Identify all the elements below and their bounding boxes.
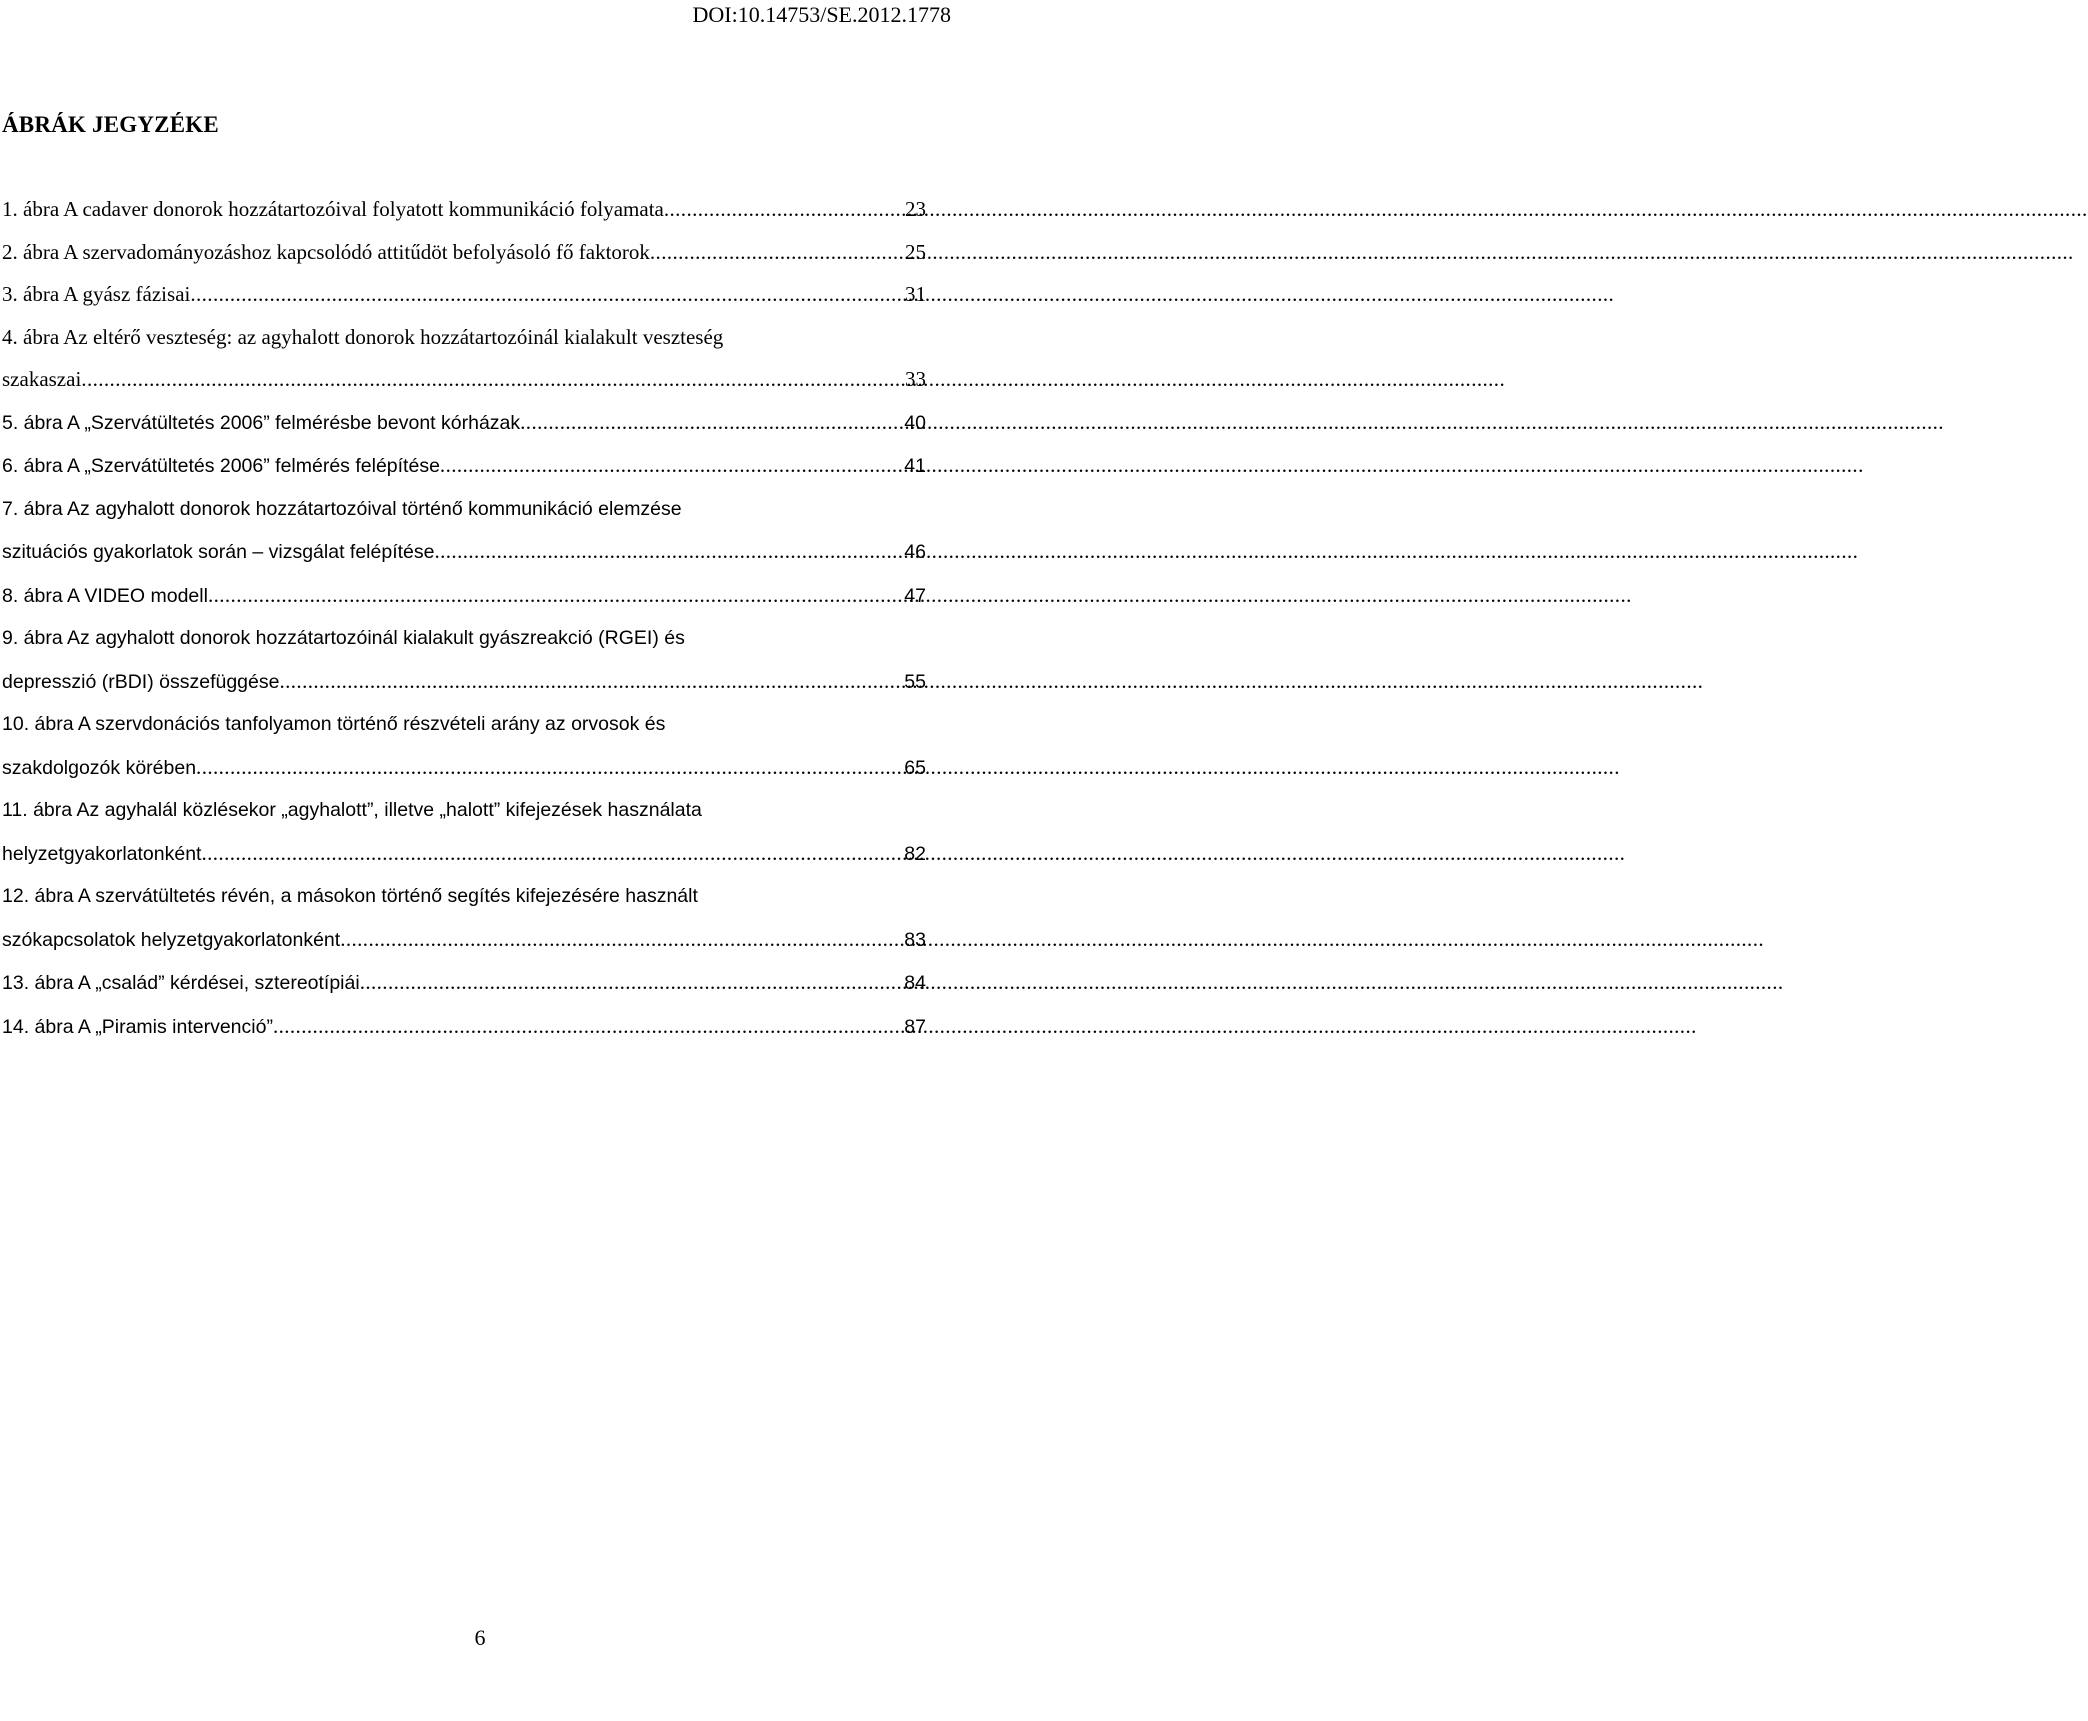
figure-title-line-1: 4. ábra Az eltérő veszteség: az agyhalott donorok hozzátartozóinál kialakult veszteség (2, 324, 724, 349)
figure-title: 1. ábra A cadaver donorok hozzátartozóival folyatott kommunikáció folyamata (2, 197, 664, 221)
figure-entry-9[interactable] (2, 617, 926, 703)
figure-page-number: 65 (904, 756, 926, 779)
figure-page-number: 46 (904, 541, 926, 563)
leader-dots (440, 444, 901, 487)
figure-title: 6. ábra A „Szervátültetés 2006” felmérés felépítése (2, 455, 440, 477)
leader-dots (201, 832, 901, 875)
leader-dots (650, 231, 902, 274)
figure-title-line-1: 9. ábra Az agyhalott donorok hozzátartozóinál kialakult gyászreakció (RGEI) és (2, 627, 685, 649)
figure-entry-13[interactable] (2, 961, 926, 1005)
figure-entry-11[interactable] (2, 789, 926, 875)
leader-dots (208, 574, 901, 617)
figure-entry-7[interactable] (2, 488, 926, 574)
figure-title: szituációs gyakorlatok során – vizsgálat felépítése (2, 541, 435, 563)
figure-title-line-1: 11. ábra Az agyhalál közlésekor „agyhalott”, illetve „halott” kifejezések használata (2, 799, 702, 821)
figure-title: 13. ábra A „család” kérdései, sztereotípiái (2, 972, 360, 994)
figure-page-number: 47 (904, 584, 926, 607)
list-of-figures-heading: ÁBRÁK JEGYZÉKE (2, 112, 219, 137)
figure-page-number: 83 (904, 928, 926, 951)
leader-dots (520, 401, 901, 444)
figure-entry-12[interactable] (2, 875, 926, 961)
figure-entry-8[interactable] (2, 574, 926, 618)
figure-page-number: 23 (905, 197, 926, 221)
leader-dots (340, 918, 901, 961)
figure-entry-10[interactable] (2, 703, 926, 789)
figure-title: szakdolgozók körében (2, 756, 197, 779)
figure-entry-6[interactable] (2, 444, 926, 488)
figure-title: depresszió (rBDI) összefüggése (2, 670, 280, 693)
leader-dots (664, 188, 902, 231)
leader-dots (190, 273, 902, 316)
figure-title: 2. ábra A szervadományozáshoz kapcsolódó attitűdöt befolyásoló fő faktorok (2, 239, 650, 264)
figure-title: szakaszai (2, 367, 82, 391)
figure-title: helyzetgyakorlatonként (2, 842, 202, 865)
figure-title: szókapcsolatok helyzetgyakorlatonként (2, 928, 341, 951)
figure-page-number: 40 (904, 411, 926, 434)
leader-dots (196, 746, 901, 789)
figure-title-line-1: 12. ábra A szervátültetés révén, a másokon történő segítés kifejezésére használt (2, 885, 698, 907)
figure-page-number: 84 (904, 972, 926, 994)
figure-page-number: 31 (905, 282, 926, 306)
figure-title-line-1: 7. ábra Az agyhalott donorok hozzátartozóival történő kommunikáció elemzése (2, 497, 682, 520)
leader-dots (273, 1005, 901, 1048)
leader-dots (360, 961, 902, 1004)
figure-entry-1[interactable] (2, 188, 926, 231)
figure-page-number: 25 (905, 239, 926, 264)
figure-page-number: 41 (904, 455, 926, 477)
figure-title: 8. ábra A VIDEO modell (2, 584, 208, 607)
figure-page-number: 33 (905, 367, 926, 391)
figure-title: 14. ábra A „Piramis intervenció” (2, 1015, 273, 1038)
figure-entry-2[interactable] (2, 231, 926, 274)
list-of-figures (2, 188, 926, 1048)
leader-dots (279, 660, 901, 703)
figure-entry-4[interactable] (2, 316, 926, 401)
figure-title: 5. ábra A „Szervátültetés 2006” felmérésbe bevont kórházak (2, 411, 521, 434)
figure-title-line-1: 10. ábra A szervdonációs tanfolyamon történő részvételi arány az orvosok és (2, 713, 666, 735)
figure-page-number: 55 (904, 670, 926, 693)
figure-title: 3. ábra A gyász fázisai (2, 282, 191, 306)
page-number: 6 (474, 1625, 486, 1650)
figure-entry-3[interactable] (2, 273, 926, 316)
figure-entry-5[interactable] (2, 401, 926, 445)
leader-dots (434, 530, 901, 573)
figure-entry-14[interactable] (2, 1005, 926, 1049)
leader-dots (81, 358, 902, 401)
figure-page-number: 82 (904, 842, 926, 865)
figure-page-number: 87 (904, 1015, 926, 1038)
doi-header: DOI:10.14753/SE.2012.1778 (692, 2, 951, 27)
